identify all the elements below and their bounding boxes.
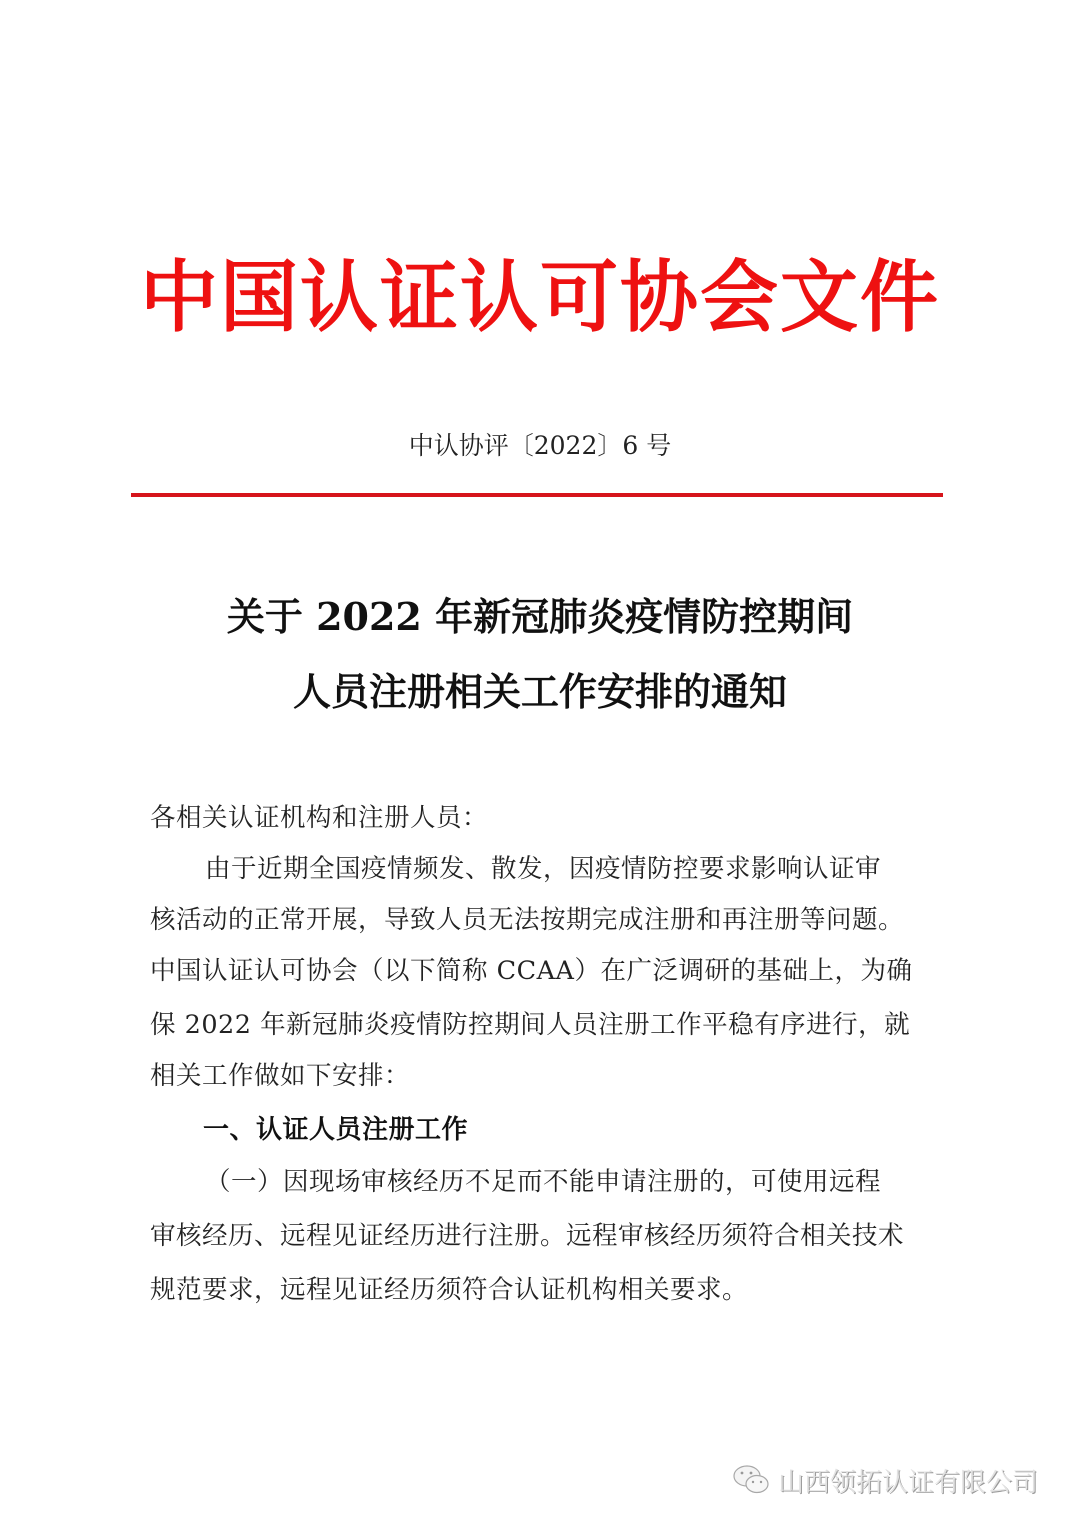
paragraph-line: 相关工作做如下安排： [150, 1061, 411, 1091]
document-number: 中认协评〔2022〕6 号 [408, 431, 672, 460]
paragraph-line: 核活动的正常开展，导致人员无法按期完成注册和再注册等问题。 [150, 905, 905, 935]
wechat-icon [732, 1464, 772, 1496]
paragraph-line: 中国认证认可协会（以下简称 CCAA）在广泛调研的基础上，为确 [150, 956, 913, 986]
document-masthead: 中国认证认可协会文件 [140, 253, 941, 343]
source-watermark [732, 1462, 1038, 1498]
item-line: （一）因现场审核经历不足而不能申请注册的，可使用远程 [205, 1167, 882, 1197]
paragraph-line: 保 2022 年新冠肺炎疫情防控期间人员注册工作平稳有序进行，就 [150, 1010, 911, 1040]
item-line: 规范要求，远程见证经历须符合认证机构相关要求。 [150, 1275, 749, 1305]
document-title-line-2: 人员注册相关工作安排的通知 [292, 669, 787, 714]
watermark-text: 山西领拓认证有限公司 [778, 1467, 1039, 1498]
red-divider-rule [131, 493, 943, 497]
salutation: 各相关认证机构和注册人员： [150, 803, 489, 833]
document-title-line-1: 关于 2022 年新冠肺炎疫情防控期间 [226, 594, 854, 639]
section-heading: 一、认证人员注册工作 [203, 1115, 469, 1145]
paragraph-line: 由于近期全国疫情频发、散发，因疫情防控要求影响认证审 [205, 854, 882, 884]
item-line: 审核经历、远程见证经历进行注册。远程审核经历须符合相关技术 [150, 1221, 905, 1251]
